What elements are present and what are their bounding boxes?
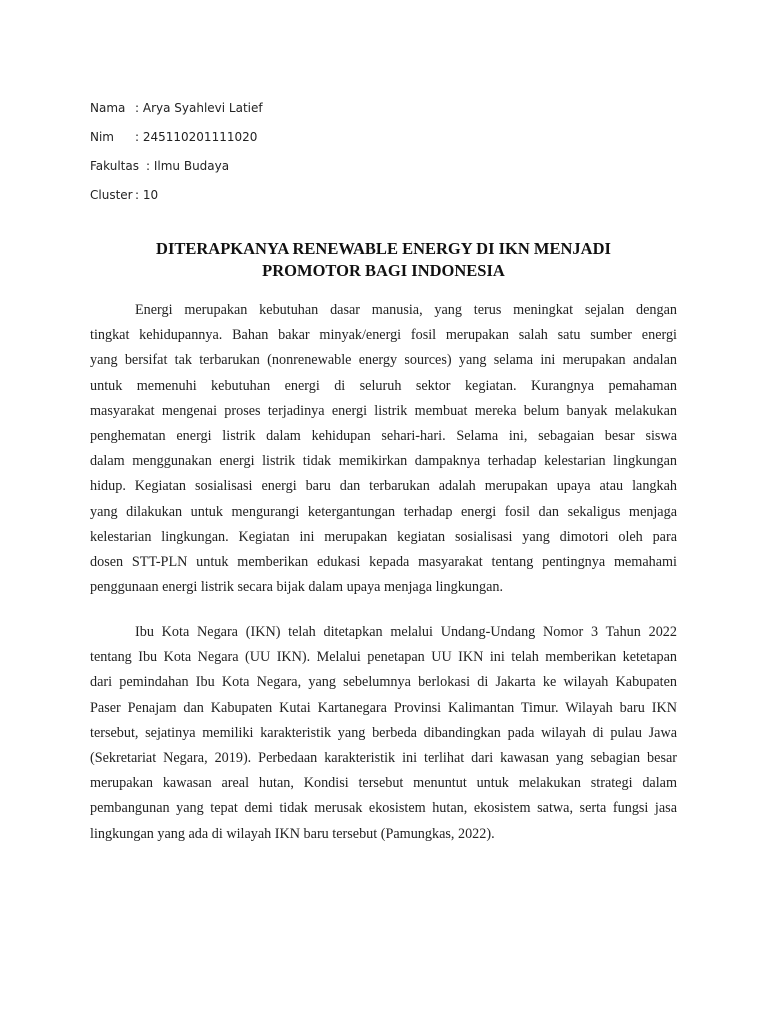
- paragraph-line: masyarakat mengenai proses terjadinya energi listrik membuat mereka belum banyak melakukan: [90, 402, 677, 419]
- identity-row-nim: [90, 122, 263, 151]
- identity-block: [90, 93, 263, 209]
- nim-label: Nim: [90, 129, 114, 144]
- identity-row-name: [90, 93, 263, 122]
- paragraph-line: tingkat kehidupannya. Bahan bakar minyak/energi fosil merupakan salah satu sumber energi: [90, 327, 677, 344]
- identity-row-cluster: [90, 180, 263, 209]
- paragraph-line: yang bersifat tak terbarukan (nonrenewable energy sources) yang selama ini merupakan andalan: [90, 352, 677, 369]
- paragraph-line: Paser Penajam dan Kabupaten Kutai Kartanegara Provinsi Kalimantan Timur. Wilayah baru IKN: [90, 699, 677, 716]
- paragraph-line: tentang Ibu Kota Negara (UU IKN). Melalui penetapan UU IKN ini telah memberikan ketetapan: [90, 649, 677, 666]
- paragraph-line: kelestarian lingkungan. Kegiatan ini merupakan kegiatan sosialisasi yang dimotori oleh para: [90, 528, 677, 545]
- paragraph-line: tersebut, sejatinya memiliki karakteristik yang berbeda dibandingkan pada wilayah di pulau Jawa: [90, 724, 677, 741]
- paragraph-2: [90, 620, 677, 847]
- title-line-2: PROMOTOR BAGI INDONESIA: [262, 261, 505, 280]
- paragraph-line: penggunaan energi listrik secara bijak dalam upaya menjaga lingkungan.: [90, 579, 504, 596]
- cluster-value: : 10: [135, 187, 159, 202]
- name-label: Nama: [90, 100, 126, 115]
- identity-row-faculty: [90, 151, 263, 180]
- paragraph-line: dosen STT-PLN untuk memberikan edukasi kepada masyarakat tentang pentingnya memahami: [90, 553, 677, 570]
- paragraph-line: Energi merupakan kebutuhan dasar manusia, yang terus meningkat sejalan dengan: [135, 302, 677, 318]
- document-title: [90, 238, 677, 282]
- paragraph-line: lingkungan yang ada di wilayah IKN baru tersebut (Pamungkas, 2022).: [90, 825, 495, 842]
- name-value: : Arya Syahlevi Latief: [135, 100, 263, 115]
- nim-value: : 245110201111020: [135, 129, 258, 144]
- cluster-label: Cluster: [90, 187, 133, 202]
- faculty-label: Fakultas: [90, 158, 139, 173]
- paragraph-line: dalam menggunakan energi listrik tidak memikirkan dampaknya terhadap kelestarian lingkungan: [90, 453, 677, 470]
- paragraph-line: hidup. Kegiatan sosialisasi energi baru dan terbarukan adalah merupakan upaya atau langkah: [90, 478, 677, 495]
- faculty-value: : Ilmu Budaya: [146, 158, 230, 173]
- paragraph-line: merupakan kawasan areal hutan, Kondisi tersebut menuntut untuk melakukan strategi dalam: [90, 775, 677, 792]
- paragraph-line: Ibu Kota Negara (IKN) telah ditetapkan melalui Undang-Undang Nomor 3 Tahun 2022: [135, 624, 677, 640]
- title-line-1: DITERAPKANYA RENEWABLE ENERGY DI IKN MENJADI: [156, 239, 611, 258]
- paragraph-line: penghematan energi listrik dalam kehidupan sehari-hari. Selama ini, sebagaian besar siswa: [90, 427, 677, 444]
- paragraph-line: dari pemindahan Ibu Kota Negara, yang sebelumnya berlokasi di Jakarta ke wilayah Kabupaten: [90, 674, 677, 691]
- paragraph-line: yang dilakukan untuk mengurangi ketergantungan terhadap energi fosil dan sekaligus menjaga: [90, 503, 677, 520]
- paragraph-line: untuk memenuhi kebutuhan energi di seluruh sektor kegiatan. Kurangnya pemahaman: [90, 377, 677, 394]
- paragraph-1: [90, 298, 677, 600]
- paragraph-line: pembangunan yang tepat demi tidak merusak ekosistem hutan, ekosistem satwa, serta fungsi jasa: [90, 800, 677, 817]
- paragraph-line: (Sekretariat Negara, 2019). Perbedaan karakteristik ini terlihat dari kawasan yang sebagian besar: [90, 749, 677, 766]
